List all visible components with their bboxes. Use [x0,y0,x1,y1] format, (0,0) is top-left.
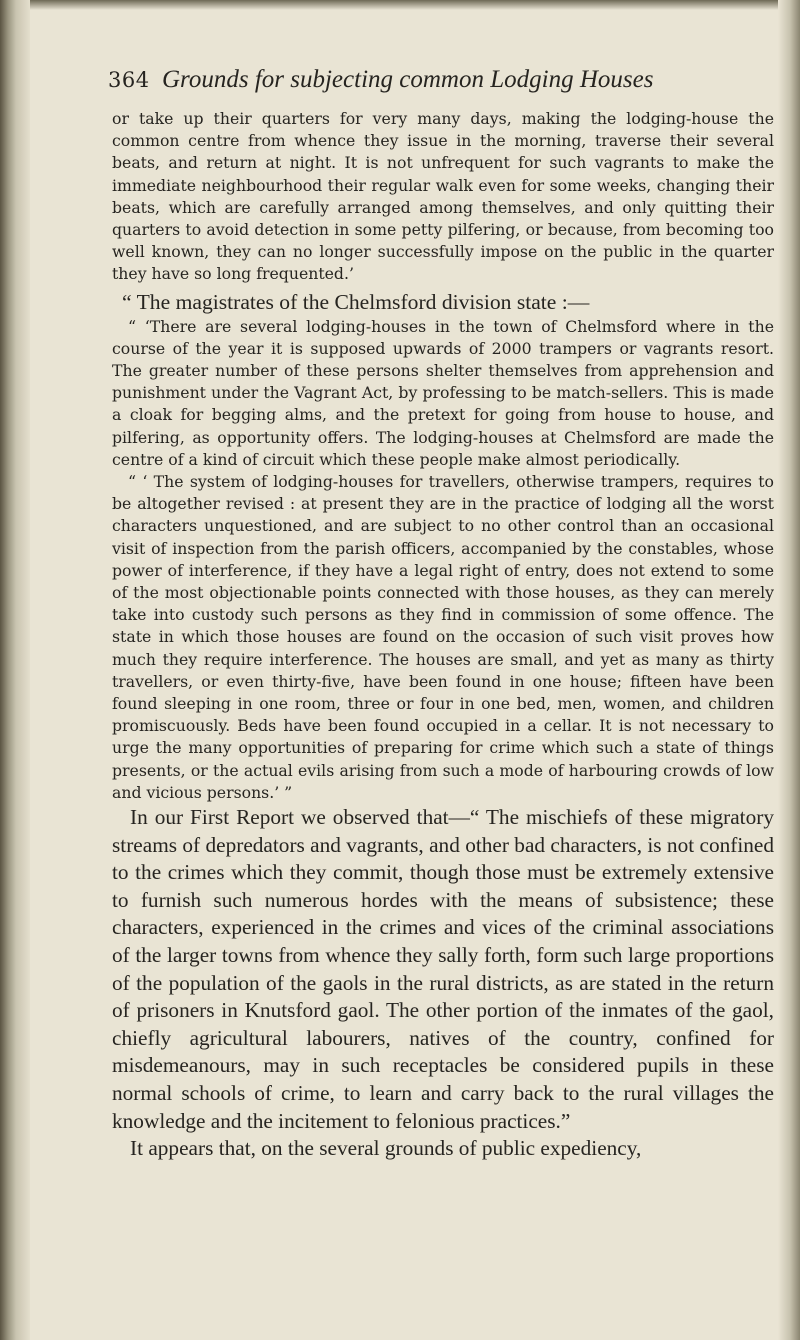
paragraph-magistrates-intro: “ The magistrates of the Chelmsford division state :— [122,289,590,314]
page-number: 364 [108,68,150,92]
running-head [108,66,774,100]
page-top-edge [0,0,800,10]
paragraph-continuation: or take up their quarters for very many days, making the lodging-house the common centre from whence they issue in the morning, traverse their several beats, and return at night. It is not unfrequent for such vagrants to make the immediate neighbourhood their regular walk even for some weeks, changing their beats, which are carefully arranged among themselves, and only quitting their quarters to avoid detection in some petty pilfering, or because, from becoming too well known, they can no longer successfully impose on the public in the quarter they have so long frequented.’ [112,109,774,284]
paragraph-chelmsford-1: “ ‘There are several lodging-houses in the town of Chelmsford where in the course of the year it is supposed upwards of 2000 trampers or vagrants resort. The greater number of these persons shelter themselves from apprehension and punishment under the Vagrant Act, by professing to be match-sellers. This is made a cloak for begging alms, and the pretext for going from house to house, and pilfering, as opportunity offers. The lodging-houses at Chelmsford are made the centre of a kind of circuit which these people make almost periodically. [112,316,774,469]
quoted-extract-chelmsford [112,316,774,804]
main-text [112,804,774,1163]
running-title: Grounds for subjecting common Lodging Houses [162,66,654,93]
paragraph-first-report: In our First Report we observed that—“ The mischiefs of these migratory streams of depredators and vagrants, and other bad characters, is not confined to the crimes which they commit, though those must be extremely extensive to furnish such numerous hordes with the means of subsistence; these characters, experienced in the crimes and vices of the criminal associations of the larger towns from whence they sally forth, form such large proportions of the population of the gaols in the rural districts, as are stated in the return of prisoners in Knutsford gaol. The other portion of the inmates of the gaol, chiefly agricultural labourers, natives of the country, confined for misdemeanours, may in such receptacles be considered pupils in these normal schools of crime, to learn and carry back to the rural villages the knowledge and the incitement to felonious practices.” [112,805,774,1133]
quoted-extract-top [112,108,774,286]
book-page [108,66,774,1163]
book-gutter-shadow [0,0,30,1340]
page-right-edge [778,0,800,1340]
paragraph-closing: It appears that, on the several grounds of public expediency, [130,1136,642,1161]
paragraph-chelmsford-2: “ ‘ The system of lodging-houses for travellers, otherwise trampers, requires to be altogether revised : at present they are in the practice of lodging all the worst characters unquestioned, and are subject to no other control than an occasional visit of inspection from the parish officers, accompanied by the constables, whose power of interference, if they have a legal right of entry, does not extend to some of the most objectionable points connected with those houses, as they can merely take into custody such persons as they find in commission of some offence. The state in which those houses are found on the occasion of such visit proves how much they require interference. The houses are small, and yet as many as thirty travellers, or even thirty-five, have been found in one house; fifteen have been found sleeping in one room, three or four in one bed, men, women, and children promiscuously. Beds have been found occupied in a cellar. It is not necessary to urge the many opportunities of preparing for crime which such a state of things presents, or the actual evils arising from such a mode of harbouring crowds of low and vicious persons.’ ” [112,472,774,802]
